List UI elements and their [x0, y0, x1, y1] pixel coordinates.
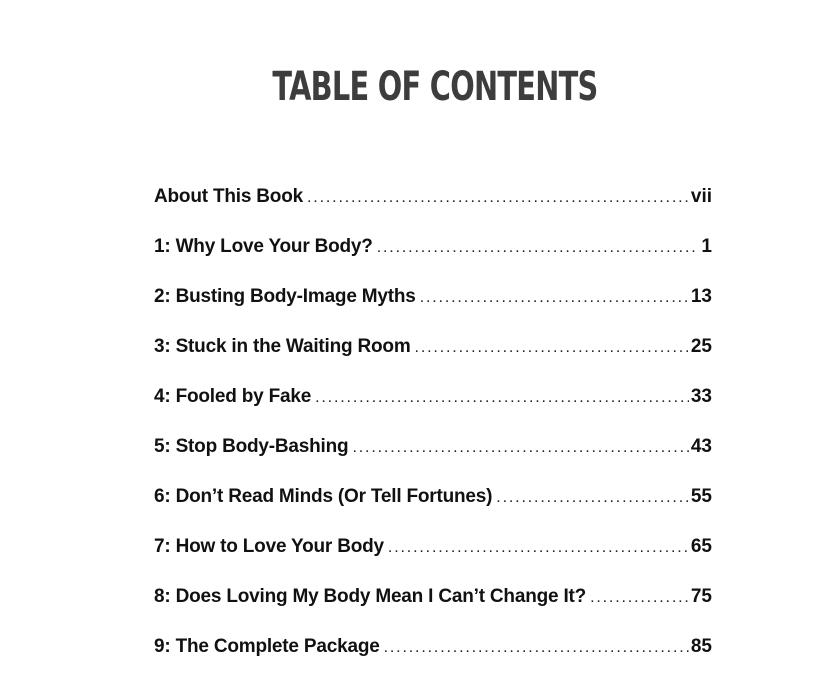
toc-entry [154, 280, 712, 330]
dot-leader [377, 231, 700, 265]
toc-entry-title: 5: Stop Body-Bashing [154, 436, 349, 457]
page-title: TABLE OF CONTENTS [272, 64, 598, 110]
toc-entry [154, 430, 712, 480]
dot-leader [415, 331, 689, 365]
toc-entry-page: 33 [690, 386, 712, 407]
toc-entry-page: 75 [690, 586, 712, 607]
dot-leader [352, 431, 688, 465]
toc-entry-title: 6: Don’t Read Minds (Or Tell Fortunes) [154, 486, 493, 507]
toc-list [154, 180, 712, 680]
toc-entry-page: 65 [690, 536, 712, 557]
toc-entry-page: 25 [690, 336, 712, 357]
dot-leader [420, 281, 689, 315]
toc-entry-page: 1 [701, 236, 712, 257]
toc-entry [154, 580, 712, 630]
toc-entry-title: About This Book [154, 186, 303, 207]
toc-entry-page: 55 [690, 486, 712, 507]
toc-entry-title: 3: Stuck in the Waiting Room [154, 336, 411, 357]
toc-entry [154, 380, 712, 430]
toc-entry-page: vii [690, 186, 712, 207]
toc-entry-page: 85 [690, 636, 712, 657]
toc-entry [154, 630, 712, 680]
toc-entry-title: 1: Why Love Your Body? [154, 236, 373, 257]
toc-entry-title: 2: Busting Body-Image Myths [154, 286, 416, 307]
toc-entry-title: 4: Fooled by Fake [154, 386, 312, 407]
toc-entry-page: 43 [690, 436, 712, 457]
dot-leader [388, 531, 689, 565]
dot-leader [307, 181, 689, 215]
toc-entry-title: 9: The Complete Package [154, 636, 380, 657]
toc-entry [154, 480, 712, 530]
toc-entry [154, 180, 712, 230]
dot-leader [496, 481, 689, 515]
dot-leader [384, 631, 689, 665]
toc-entry [154, 530, 712, 580]
toc-entry [154, 330, 712, 380]
toc-entry-page: 13 [690, 286, 712, 307]
toc-entry-title: 7: How to Love Your Body [154, 536, 384, 557]
toc-entry-title: 8: Does Loving My Body Mean I Can’t Change It? [154, 586, 587, 607]
dot-leader [315, 381, 689, 415]
dot-leader [590, 581, 689, 615]
toc-entry [154, 230, 712, 280]
